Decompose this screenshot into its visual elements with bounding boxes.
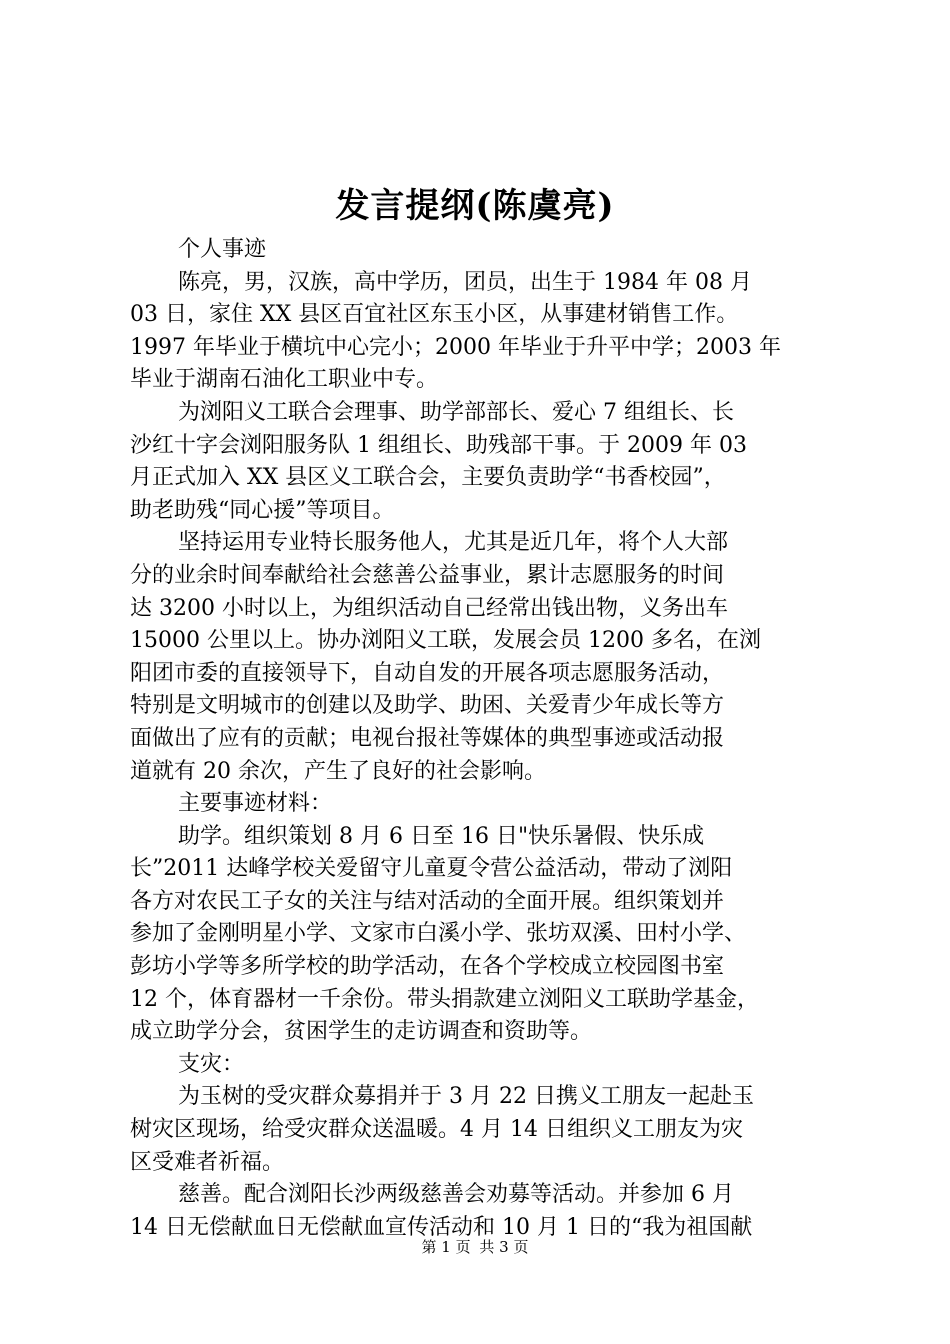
text-line: 助学。组织策划 8 月 6 日至 16 日"快乐暑假、快乐成 <box>178 823 705 849</box>
text-line: 为浏阳义工联合会理事、助学部部长、爱心 7 组组长、长 <box>178 399 734 425</box>
text-line: 坚持运用专业特长服务他人，尤其是近几年，将个人大部 <box>178 530 729 556</box>
text-line: 15000 公里以上。协办浏阳义工联，发展会员 1200 多名，在浏 <box>130 628 761 654</box>
text-line: 沙红十字会浏阳服务队 1 组组长、助残部干事。于 2009 年 03 <box>130 432 747 458</box>
text-line: 月正式加入 XX 县区义工联合会，主要负责助学“书香校园”， <box>130 465 726 491</box>
text-line: 03 日，家住 XX 县区百宜社区东玉小区，从事建材销售工作。 <box>130 302 739 328</box>
text-line: 彭坊小学等多所学校的助学活动，在各个学校成立校园图书室 <box>130 954 725 980</box>
text-line: 14 日无偿献血日无偿献血宣传活动和 10 月 1 日的“我为祖国献 <box>130 1214 753 1240</box>
text-line: 阳团市委的直接领导下，自动自发的开展各项志愿服务活动， <box>130 660 725 686</box>
text-line: 特别是文明城市的创建以及助学、助困、关爱青少年成长等方 <box>130 693 725 719</box>
text-line: 支灾： <box>178 1051 245 1077</box>
page-total: 共 3 页 <box>479 1238 529 1256</box>
text-line: 毕业于湖南石油化工职业中专。 <box>130 367 439 393</box>
text-line: 慈善。配合浏阳长沙两级慈善会劝募等活动。并参加 6 月 <box>178 1182 734 1208</box>
text-line: 分的业余时间奉献给社会慈善公益事业，累计志愿服务的时间 <box>130 562 725 588</box>
text-line: 为玉树的受灾群众募捐并于 3 月 22 日携义工朋友一起赴玉 <box>178 1084 754 1110</box>
text-line: 个人事迹 <box>178 237 267 262</box>
text-line: 面做出了应有的贡献；电视台报社等媒体的典型事迹或活动报 <box>130 725 725 751</box>
text-line: 各方对农民工子女的关注与结对活动的全面开展。组织策划并 <box>130 888 725 914</box>
text-line: 长”2011 达峰学校关爱留守儿童夏令营公益活动，带动了浏阳 <box>130 856 733 882</box>
text-line: 区受难者祈福。 <box>130 1149 285 1175</box>
text-line: 成立助学分会，贫困学生的走访调查和资助等。 <box>130 1019 593 1045</box>
text-line: 助老助残“同心援”等项目。 <box>130 497 395 523</box>
page-number: 第 1 页 <box>421 1238 471 1256</box>
text-line: 12 个，体育器材一千余份。带头捐款建立浏阳义工联助学基金， <box>130 986 759 1012</box>
document-title: 发言提纲(陈虞亮) <box>335 186 615 226</box>
text-line: 1997 年毕业于横坑中心完小；2000 年毕业于升平中学；2003 年 <box>130 334 781 360</box>
page-footer <box>0 1237 950 1257</box>
text-line: 道就有 20 余次，产生了良好的社会影响。 <box>130 758 546 784</box>
text-line: 陈亮，男，汉族，高中学历，团员，出生于 1984 年 08 月 <box>178 269 752 295</box>
text-line: 参加了金刚明星小学、文家市白溪小学、张坊双溪、田村小学、 <box>130 921 747 947</box>
text-line: 达 3200 小时以上，为组织活动自己经常出钱出物，义务出车 <box>130 595 728 621</box>
text-line: 主要事迹材料： <box>178 791 333 817</box>
text-line: 树灾区现场，给受灾群众送温暖。4 月 14 日组织义工朋友为灾 <box>130 1117 743 1143</box>
document-body <box>130 234 830 1244</box>
